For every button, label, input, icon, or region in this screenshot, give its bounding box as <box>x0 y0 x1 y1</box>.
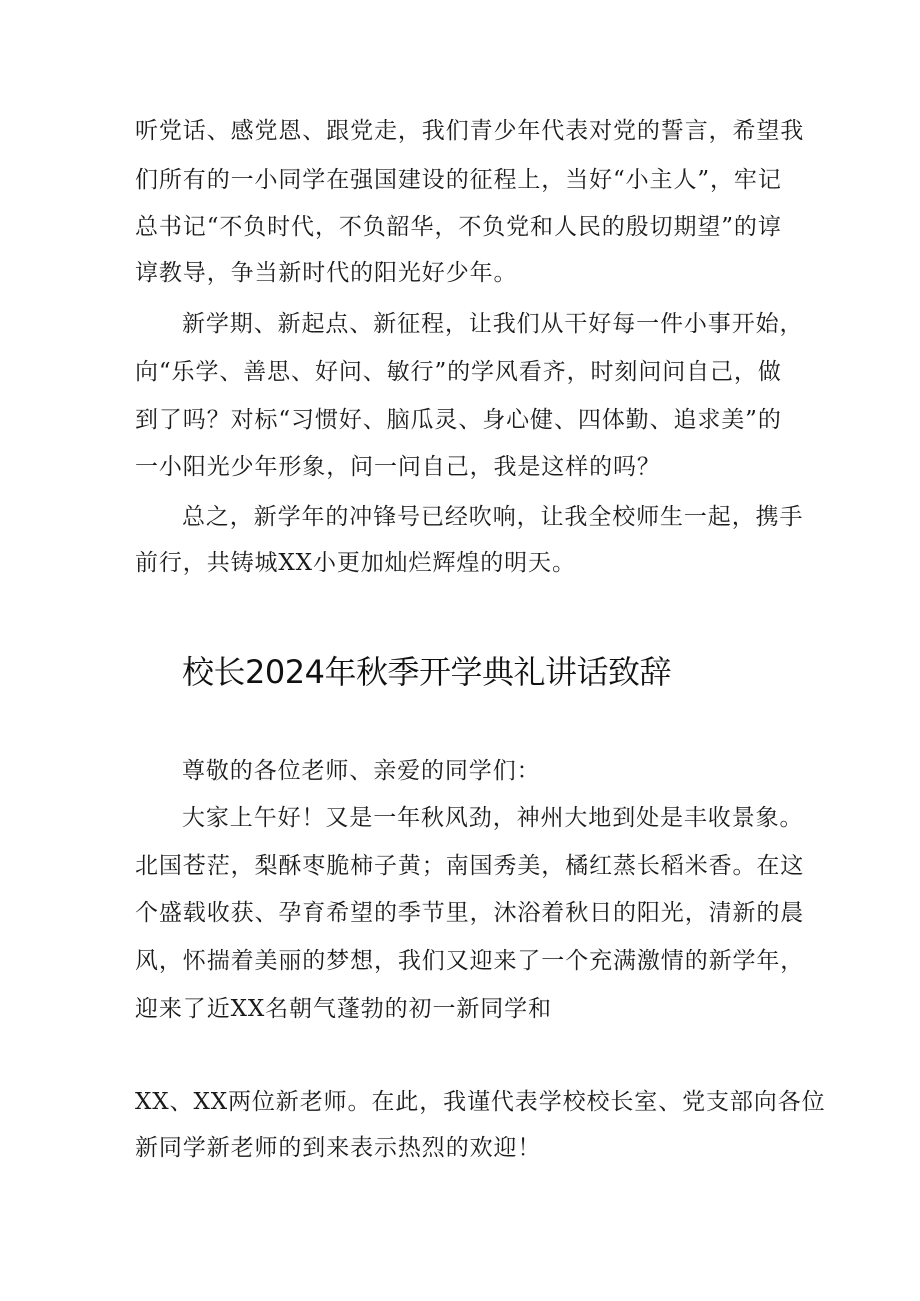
paragraph-line: 风，怀揣着美丽的梦想，我们又迎来了一个充满激情的新学年， <box>135 948 805 974</box>
paragraph-line: 大家上午好！又是一年秋风劲，神州大地到处是丰收景象。 <box>182 805 804 831</box>
paragraph-line: 前行，共铸城XX小更加灿烂辉煌的明天。 <box>135 550 576 576</box>
speech-title: 校长2024年秋季开学典礼讲话致辞 <box>182 653 671 691</box>
paragraph-line: 总书记“不负时代，不负韶华，不负党和人民的殷切期望”的谆 <box>135 214 782 240</box>
paragraph-line: 谆教导，争当新时代的阳光好少年。 <box>135 260 518 286</box>
paragraph-line: 个盛载收获、孕育希望的季节里，沐浴着秋日的阳光，清新的晨 <box>135 900 805 926</box>
paragraph-line: 总之，新学年的冲锋号已经吹响，让我全校师生一起，携手 <box>182 504 804 530</box>
paragraph-line: 一小阳光少年形象，问一问自己，我是这样的吗？ <box>135 454 661 480</box>
paragraph-line: 迎来了近XX名朝气蓬勃的初一新同学和 <box>135 996 552 1022</box>
paragraph-line: 新学期、新起点、新征程，让我们从干好每一件小事开始， <box>182 311 804 337</box>
paragraph-line: XX、XX两位新老师。在此，我谨代表学校校长室、党支部向各位 <box>135 1089 826 1115</box>
paragraph-line: 到了吗？对标“习惯好、脑瓜灵、身心健、四体勤、追求美”的 <box>135 407 782 433</box>
paragraph-line: 听党话、感党恩、跟党走，我们青少年代表对党的誓言，希望我 <box>135 118 805 144</box>
paragraph-line: 新同学新老师的到来表示热烈的欢迎！ <box>135 1135 542 1161</box>
paragraph-line: 北国苍茫，梨酥枣脆柿子黄；南国秀美，橘红蒸长稻米香。在这 <box>135 853 805 879</box>
paragraph-line: 们所有的一小同学在强国建设的征程上，当好“小主人”，牢记 <box>135 167 782 193</box>
paragraph-line: 向“乐学、善思、好问、敏行”的学风看齐，时刻问问自己，做 <box>135 359 782 385</box>
salutation: 尊敬的各位老师、亲爱的同学们： <box>182 758 541 784</box>
